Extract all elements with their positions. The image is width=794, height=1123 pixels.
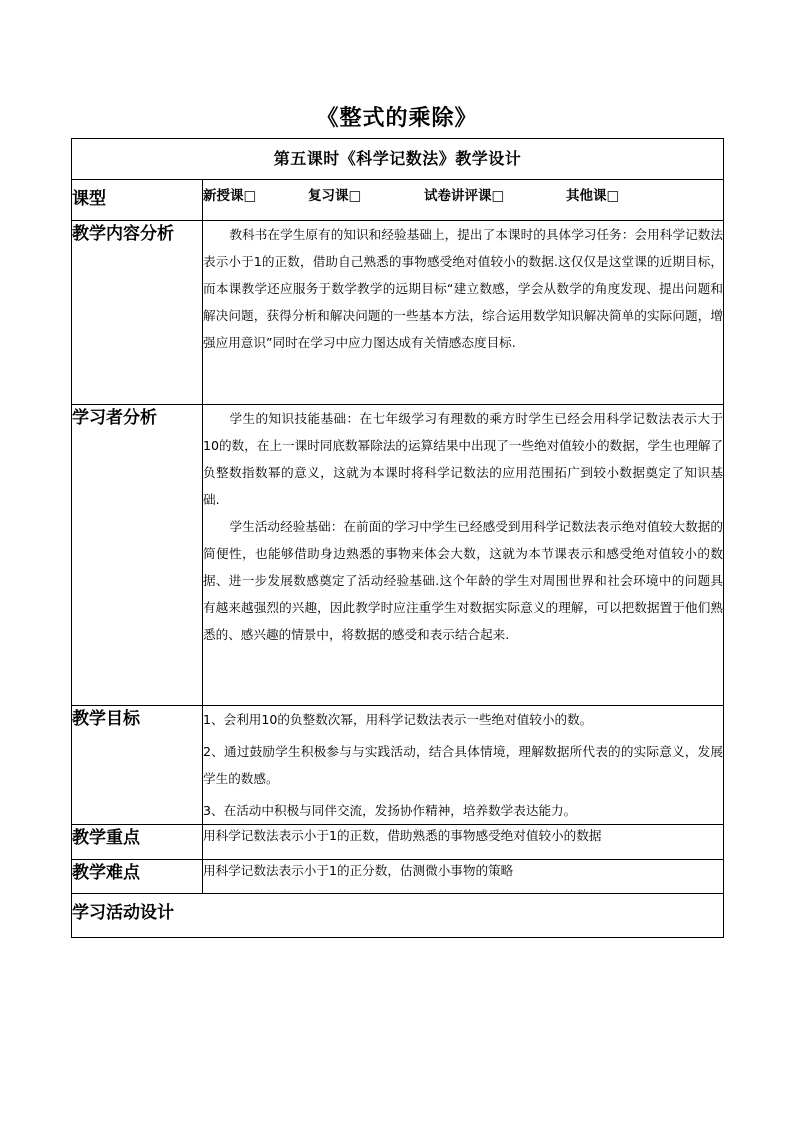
difficulties-row bbox=[72, 860, 724, 894]
lesson-title-row bbox=[72, 139, 724, 180]
key-points-label: 教学重点 bbox=[72, 825, 203, 860]
lesson-title: 第五课时《科学记数法》教学设计 bbox=[72, 139, 724, 180]
activity-design-label: 学习活动设计 bbox=[72, 894, 724, 938]
learner-analysis-experience: 学生活动经验基础：在前面的学习中学生已经感受到用科学记数法表示绝对值较大数据的简便性，也能够借助身边熟悉的事物来体会大数，这就为本节课表示和感受绝对值较小的数据、进一步发展数感奠定了活动经验基础.这个年龄的学生对周围世界和社会环境中的问题具有越来越强烈的兴趣，因此教学时应注重学生对数据实际意义的理解，可以把数据置于他们熟悉的、感兴趣的情景中，将数据的感受和表示结合起来. bbox=[203, 519, 724, 642]
difficulties-label: 教学难点 bbox=[72, 860, 203, 894]
content-analysis-row bbox=[72, 221, 724, 405]
objective-item: 3、在活动中积极与同伴交流，发扬协作精神，培养数学表达能力。 bbox=[203, 803, 577, 818]
content-analysis-label: 教学内容分析 bbox=[72, 221, 203, 405]
option-review-lesson: 复习课□ bbox=[308, 188, 362, 204]
option-other-lesson: 其他课□ bbox=[566, 188, 620, 204]
objectives-row bbox=[72, 706, 724, 825]
course-type-label: 课型 bbox=[72, 180, 203, 221]
key-points-row bbox=[72, 825, 724, 860]
objective-item: 2、通过鼓励学生积极参与与实践活动，结合具体情境，理解数据所代表的的实际意义，发展学生的数感。 bbox=[203, 744, 724, 786]
course-type-row bbox=[72, 180, 724, 221]
objectives-cell bbox=[203, 706, 724, 825]
content-analysis-text: 教科书在学生原有的知识和经验基础上，提出了本课时的具体学习任务：会用科学记数法表示小于1的正数，借助自己熟悉的事物感受绝对值较小的数据.这仅仅是这堂课的近期目标，而本课教学还应服务于数学教学的远期目标“建立数感，学会从数学的角度发现、提出问题和解决问题，获得分析和解决问题的一些基本方法，综合运用数学知识解决简单的实际问题，增强应用意识”同时在学习中应力图达成有关情感态度目标. bbox=[203, 227, 724, 350]
content-analysis-cell bbox=[203, 221, 724, 405]
learner-analysis-cell bbox=[203, 405, 724, 706]
objective-item: 1、会利用10的负整数次幂，用科学记数法表示一些绝对值较小的数。 bbox=[203, 712, 593, 727]
option-exam-review-lesson: 试卷讲评课□ bbox=[424, 188, 505, 204]
learner-analysis-knowledge: 学生的知识技能基础：在七年级学习有理数的乘方时学生已经会用科学记数法表示大于10的数，在上一课时同底数幂除法的运算结果中出现了一些绝对值较小的数据，学生也理解了负整数指数幂的意义，这就为本课时将科学记数法的应用范围拓广到较小数据奠定了知识基础. bbox=[203, 411, 724, 507]
key-points-text: 用科学记数法表示小于1的正数，借助熟悉的事物感受绝对值较小的数据 bbox=[203, 825, 724, 860]
learner-analysis-label: 学习者分析 bbox=[72, 405, 203, 706]
objectives-label: 教学目标 bbox=[72, 706, 203, 825]
lesson-plan-table bbox=[71, 138, 724, 938]
option-new-lesson: 新授课□ bbox=[203, 188, 257, 204]
activity-design-row bbox=[72, 894, 724, 938]
document-title: 《整式的乘除》 bbox=[316, 105, 478, 131]
difficulties-text: 用科学记数法表示小于1的正分数，估测微小事物的策略 bbox=[203, 860, 724, 894]
course-type-options bbox=[203, 180, 724, 221]
learner-analysis-row bbox=[72, 405, 724, 706]
